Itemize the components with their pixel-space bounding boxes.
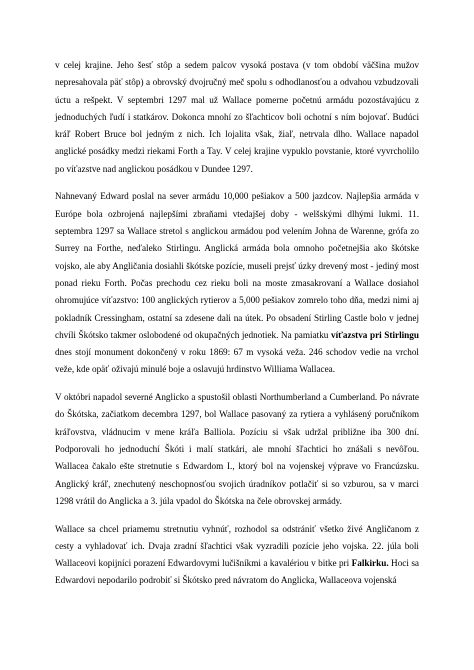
paragraph-2-text-continued: dnes stojí monument dokončený v roku 1869: 67 m vysoká veža. 246 schodov vedie na vrchol veže, kde opäť oživajú minulé boje a oslavujú hrdinstvo Williama Wallacea. [55, 347, 419, 375]
stirling-victory-emphasis: víťazstva pri Stirlingu [330, 329, 419, 340]
paragraph-1-text: v celej krajine. Jeho šesť stôp a sedem palcov vysoká postava (v tom období väčšina mužov nepresahovala päť stôp) a obrovský dvojručný meč spolu s odhodlanosťou a odvahou vzbudzovali úctu a rešpekt. V septembri 1297 mal už Wallace pomerne početnú armádu pozostávajúcu z jednoduchých ľudí i statkárov. Dokonca mnohí zo šľachticov boli ochotní s ním bojovať. Budúci kráľ Robert Bruce bol jedným z nich. Ich lojalita však, žiaľ, netrvala dlho. Wallace napadol anglické posádky medzi riekami Forth a Tay. V celej krajine vypuklo povstanie, ktoré vyvrcholilo po víťazstve nad anglickou posádkou v Dundee 1297. [55, 60, 419, 174]
paragraph-2 [55, 188, 419, 378]
paragraph-1 [55, 57, 419, 178]
paragraph-3 [55, 389, 419, 510]
paragraph-2-text: Nahnevaný Edward poslal na sever armádu 10,000 pešiakov a 500 jazdcov. Najlepšia armáda v Európe bola ozbrojená najlepšími zbraňami vtedajšej doby - welšskými dlhými lukmi. 11. septembra 1297 sa Wallace stretol s anglickou armádou pod velením Johna de Warenne, grófa zo Surrey na Forthe, neďaleko Stirlingu. Anglická armáda bola omnoho početnejšia ako škótske vojsko, ale aby Angličania dosiahli škótske pozície, museli prejsť úzky drevený most - jediný most ponad rieku Forth. Počas prechodu cez rieku boli na moste zmasakrovaní a Wallace dosiahol ohromujúce víťazstvo: 100 anglických rytierov a 5,000 pešiakov zomrelo toho dňa, medzi nimi aj pokladník Cressingham, ostatní sa zdesene dali na útek. Po obsadení Stirling Castle bolo v jednej chvíli Škótsko takmer oslobodené od okupačných jednotiek. Na pamiatku [55, 191, 419, 340]
paragraph-3-text: V októbri napadol severné Anglicko a spustošil oblasti Northumberland a Cumberland. Po návrate do Škótska, začiatkom decembra 1297, bol Wallace pasovaný za rytiera a vyhlásený poručníkom kráľovstva, vládnucim v mene kráľa Balliola. Pozíciu si však udržal približne iba 300 dní. Podporovali ho jednoduchí Škóti i malí statkári, ale mnohí šľachtici ho znášali s nevôľou. Wallacea čakalo ešte stretnutie s Edwardom I., ktorý bol na vojenskej výprave vo Francúzsku. Anglický kráľ, znechutený neschopnosťou svojich úradníkov potlačiť si so vzburou, sa v marci 1298 vrátil do Anglicka a 3. júla vpadol do Škótska na čele obrovskej armády. [55, 392, 419, 506]
paragraph-4-text-continued: Hoci sa Edwardovi nepodarilo podrobiť si Škótsko pred návratom do Anglicka, Wallaceova vojenská [55, 558, 420, 586]
falkirk-emphasis: Falkirku. [351, 558, 389, 569]
paragraph-4-text: Wallace sa chcel priamemu stretnutiu vyhnúť, rozhodol sa odstrániť všetko živé Angličanom z cesty a vyhladovať ich. Dvaja zradní šľachtici však vyzradili pozície jeho vojska. 22. júla boli Wallaceovi kopijníci porazení Edwardovymi lučišníkmi a kavalériou v bitke pri [55, 523, 419, 569]
document-page [55, 57, 419, 590]
paragraph-4 [55, 521, 419, 590]
